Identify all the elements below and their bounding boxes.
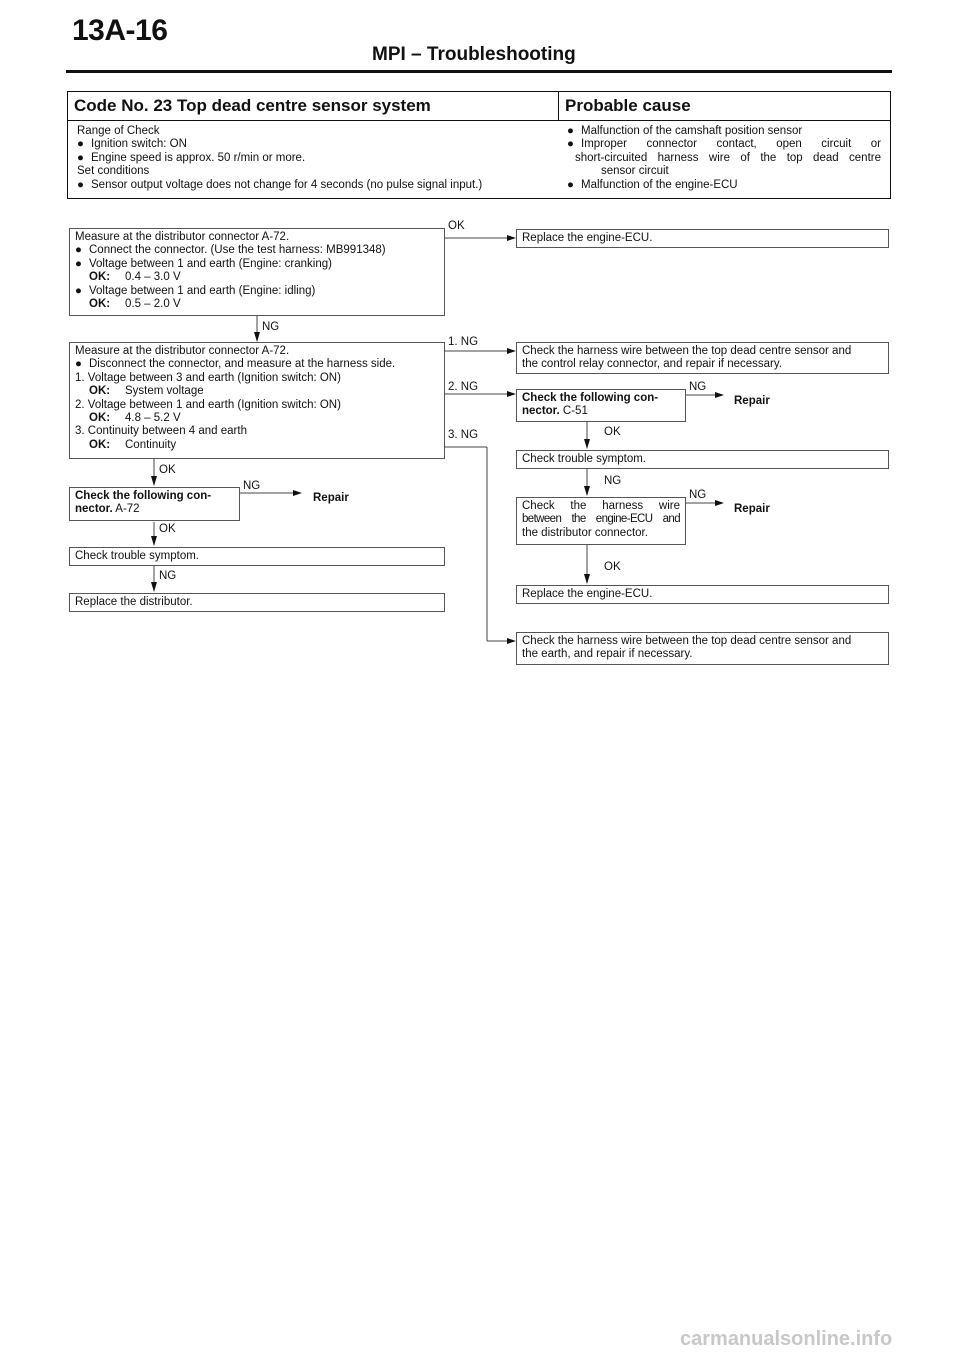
label-ng-step1: NG [262, 321, 280, 333]
label-ng-symptom-right: NG [604, 475, 622, 487]
check-connector-c51-box: Check the following con- nector. C-51 [516, 389, 686, 422]
label-2ng: 2. NG [448, 381, 479, 393]
label-ok-harness-ecu: OK [604, 561, 621, 573]
check-symptom-box-right: Check trouble symptom. [516, 450, 889, 469]
label-ng-a72: NG [243, 480, 261, 492]
replace-distributor-box: Replace the distributor. [69, 593, 445, 612]
page-title: MPI – Troubleshooting [372, 44, 576, 65]
check-harness-relay-box: Check the harness wire between the top dead centre sensor and the control relay connector, and repair if necessary. [516, 342, 889, 374]
step1-box: Measure at the distributor connector A-72. ● Connect the connector. (Use the test harness: MB991348) ● Voltage between 1 and earth (Engine: cranking) OK: 0.4 – 3.0 V ● Voltage between 1 and earth (Engine: idling) OK: 0.5 – 2.0 V [69, 228, 445, 316]
check-connector-a72-box: Check the following con- nector. A-72 [69, 487, 240, 521]
check-symptom-box-left: Check trouble symptom. [69, 547, 445, 566]
harness-ecu-box: Check the harness wire between the engine-ECU and the distributor connector. [516, 497, 686, 545]
label-ok-c51: OK [604, 426, 621, 438]
label-1ng: 1. NG [448, 336, 479, 348]
range-of-check: Range of Check ● Ignition switch: ON ● Engine speed is approx. 50 r/min or more. Set conditions ● Sensor output voltage does not change for 4 seconds (no pulse signal input.) [77, 125, 483, 191]
label-ng-c51: NG [689, 381, 707, 393]
page-code: 13A-16 [72, 14, 168, 47]
repair-2: Repair [734, 503, 770, 515]
repair-3: Repair [313, 492, 349, 504]
label-ng-symptom-left: NG [159, 570, 177, 582]
check-harness-earth-box: Check the harness wire between the top dead centre sensor and the earth, and repair if necessary. [516, 632, 889, 665]
label-3ng: 3. NG [448, 429, 479, 441]
probable-causes: ● Malfunction of the camshaft position sensor ● Improper connector contact, open circuit or short-circuited harness wire of the top dead centre sensor circuit ● Malfunction of the engine-ECU [567, 125, 881, 191]
step2-box: Measure at the distributor connector A-72. ● Disconnect the connector, and measure at the harness side. 1. Voltage between 3 and earth (Ignition switch: ON) OK: System voltage 2. Voltage between 1 and earth (Ignition switch: ON) OK: 4.8 – 5.2 V 3. Continuity between 4 and earth OK: Continuity [69, 342, 445, 459]
label-ok-step1: OK [448, 220, 465, 232]
code-heading: Code No. 23 Top dead centre sensor system [68, 92, 559, 121]
watermark: carmanualsonline.info [680, 1328, 893, 1350]
cause-heading: Probable cause [559, 92, 890, 121]
label-ok-step2: OK [159, 464, 176, 476]
label-ng-harness-ecu: NG [689, 489, 707, 501]
replace-ecu-box-1: Replace the engine-ECU. [516, 229, 889, 248]
label-ok-a72: OK [159, 523, 176, 535]
replace-ecu-box-2: Replace the engine-ECU. [516, 585, 889, 604]
repair-1: Repair [734, 395, 770, 407]
